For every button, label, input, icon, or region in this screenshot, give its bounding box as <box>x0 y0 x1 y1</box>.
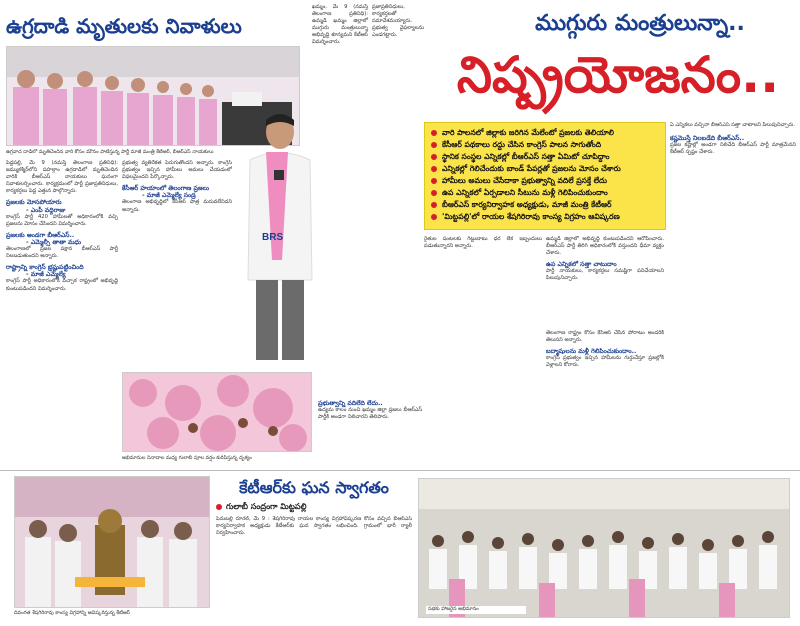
left-headline: ఉగ్రదాడి మృతులకు నివాళులు <box>6 14 242 38</box>
bullet-item: స్థానిక సంస్థల ఎన్నికల్లో బీఆర్ఎస్ సత్తా ఏమిటో చూపిద్దాం <box>431 152 659 162</box>
bottom-body <box>216 516 412 616</box>
left-column-1 <box>6 160 118 460</box>
bullet-item: 'మిట్టపల్లి'లో రాయల శేషగిరిరావు కాంస్య విగ్రహం ఆవిష్కరణ <box>431 212 659 222</box>
bullet-item: ఉప ఎన్నికలో ఏర్పడాలని సీటును మళ్లీ గెలిపించుకుందాం <box>431 188 659 198</box>
left-sub-3: రాష్ట్రాన్ని కాంగ్రెస్ భ్రష్టుపట్టించింది <box>6 264 84 272</box>
left-col2-text: ప్రభుత్వ వ్యతిరేకత పెరుగుతోందని అన్నారు. కాంగ్రెస్ ప్రభుత్వం ఇచ్చిన హామీలు అమలు చేయడంలో విఫలమైందని పేర్కొన్నారు. <box>122 160 232 181</box>
main-headline-small: ముగ్గురు మంత్రులున్నా.. <box>535 11 745 36</box>
statue-unveil-photo <box>14 476 210 608</box>
main-col-3-text: పార్టీ నాయకులు, కార్యకర్తలు సమష్టిగా పనిచేయాలని పిలుపునిచ్చారు. <box>546 268 664 282</box>
left-sub-1: ప్రజలకు మోసపోయారు <box>6 199 62 207</box>
bottom-subheadline-text: గులాబీ సంద్రంగా మిట్టపల్లి <box>226 502 307 511</box>
brs-badge-text: BRS <box>262 232 284 243</box>
left-photo-caption: ఉగ్రవాద దాడిలో మృతిచెందిన వారి కోసం మౌనం పాటిస్తున్న పార్టీ మాజీ మంత్రి కేటీఆర్, బీఆర్ఎస్ నాయకులు <box>6 149 214 155</box>
bullet-dot-icon <box>431 130 437 136</box>
bullet-dot-icon <box>216 504 222 510</box>
bottom-subheadline <box>216 502 412 512</box>
bullet-dot-icon <box>431 142 437 148</box>
main-col-4-text: తెలంగాణ రాష్ట్రం కోసం కేసీఆర్ చేసిన పోరాటం అందరికీ తెలుసని అన్నారు. <box>546 330 664 344</box>
bullet-item: ఎన్నికల్లో గెలిచేందుకు బాండ్ పేపర్లతో ప్రజలను మోసం చేశారు <box>431 164 659 174</box>
main-sub-c: కష్టమొస్తే నిలబడేది బీఆర్ఎస్.. <box>670 135 745 143</box>
main-headline-big: నిష్ప్రయోజనం.. <box>456 46 780 104</box>
center-sub-1: ప్రభుత్వాన్ని వదిలేది లేదు.. <box>318 400 383 407</box>
bottom-body-text: పెనుబల్లి రూరల్, మే 9 : శేషగిరిరావు రాయల కాంస్య విగ్రహావిష్కరణ కోసం వచ్చిన బీఆర్ఎస్ కార్యనిర్వాహక అధ్యక్షుడు కేటీఆర్‌కు ఘన స్వాగతం లభించింది. గ్రామంలో భారీ ర్యాలీ నిర్వహించారు. <box>216 516 412 537</box>
left-sub-1b: - ఎంపీ వద్దిరాజు <box>26 206 66 214</box>
main-column-1 <box>424 236 542 464</box>
bullet-dot-icon <box>431 202 437 208</box>
bullet-dot-icon <box>431 154 437 160</box>
left-body-3: తెలంగాణలో ప్రజల పక్షాన బీఆర్ఎస్ పార్టీ నిలబడుతుందని అన్నారు. <box>6 246 118 260</box>
left-body-1: పెద్దపల్లి, మే 9 (నమస్తే తెలంగాణ ప్రతినిధి): జమ్ముకశ్మీర్‌లోని పహల్గాం ఉగ్రదాడిలో మృతిచెందిన వారికి బీఆర్ఎస్ నాయకులు ఘనంగా నివాళులర్పించారు. కార్యక్రమంలో పార్టీ ప్రజాప్రతినిధులు, కార్యకర్తలు పెద్ద ఎత్తున పాల్గొన్నారు. <box>6 160 118 195</box>
pink-crowd-photo <box>122 372 312 452</box>
bullet-item: కేసీఆర్ పథకాలు రద్దు చేసిన కాంగ్రెస్ పాలన సాగుతోంది <box>431 140 659 150</box>
meeting-crowd-photo <box>418 478 790 618</box>
center-col-b-text: ప్రజాప్రతినిధులు, కార్యకర్తలతో సమావేశమయ్యారు. ప్రభుత్వ వైఫల్యాలను ఎండగట్టారు. <box>372 4 424 39</box>
main-col-5-text: కాంగ్రెస్ ప్రభుత్వం ఇచ్చిన హామీలను గుర్తుచేస్తూ ప్రజల్లోకి వెళ్లాలని కోరారు. <box>546 355 664 369</box>
bottom-headline: కేటీఆర్‌కు ఘన స్వాగతం <box>239 478 389 497</box>
main-column-3 <box>546 330 664 464</box>
left-body-2: కాంగ్రెస్ పార్టీ 420 హామీలతో అధికారంలోకి వచ్చి ప్రజలను మోసం చేసిందని విమర్శించారు. <box>6 213 118 227</box>
center-col-c-text: ఉద్యమ కాలం నుంచి ఖమ్మం జిల్లా ప్రజలు బీఆర్ఎస్ పార్టీకి అండగా నిలిచారని తెలిపారు. <box>318 407 422 421</box>
main-col-6-text: ఏ ఎన్నికలు వచ్చినా బీఆర్ఎస్ సత్తా చాటాలని పిలుపునిచ్చారు. <box>670 122 795 128</box>
left-body-4: కాంగ్రెస్ పార్టీ అధికారంలోకి వచ్చాక రాష్ట్రంలో అభివృద్ధి కుంటుపడిందని విమర్శించారు. <box>6 278 118 292</box>
bottom-right-caption: సభకు హాజరైన అభిమానం <box>426 606 526 614</box>
left-column-2 <box>122 160 232 370</box>
center-photo-caption: అభిమానుల నినాదాల మధ్య గులాబీ పూల వర్షం కురిపిస్తున్న దృశ్యం <box>122 455 252 461</box>
left-sub-3b: - మాజీ ఎమ్మెల్యే <box>26 271 66 279</box>
main-sub-b: బద్మాషులను మళ్లీ గెలిపించుకుందాం.. <box>546 348 637 356</box>
main-col-2-text: ఉమ్మడి జిల్లాలో అభివృద్ధి కుంటుపడిందని ఆరోపించారు. బీఆర్ఎస్ పార్టీ తిరిగి అధికారంలోకి వస్తుందని ధీమా వ్యక్తం చేశారు. <box>546 236 664 257</box>
left-sub-2b: - ఎమ్మెల్సీ తాతా మధు <box>26 238 82 246</box>
bullet-dot-icon <box>431 178 437 184</box>
ktr-portrait <box>236 90 316 370</box>
bottom-divider <box>0 470 800 471</box>
main-col-7-text: ప్రజల కష్టాల్లో అండగా నిలిచేది బీఆర్ఎస్ పార్టీ మాత్రమేనని కేటీఆర్ స్పష్టం చేశారు. <box>670 142 796 156</box>
center-column-a <box>312 4 368 364</box>
bullet-dot-icon <box>431 214 437 220</box>
main-column-4 <box>670 122 796 464</box>
main-col-1-text: రైతుల పంటలకు గిట్టుబాటు ధర లేక ఇబ్బందులు పడుతున్నారని అన్నారు. <box>424 236 542 250</box>
left-sub-4b: - మాజీ ఎమ్మెల్యే సండ్ర <box>142 192 196 200</box>
center-col-a-text: ఖమ్మం, మే 9 (నమస్తే తెలంగాణ ప్రతినిధి): ఉమ్మడి ఖమ్మం జిల్లాలో ముగ్గురు మంత్రులున్నా అభివృద్ధి శూన్యమని కేటీఆర్ విమర్శించారు. <box>312 4 368 46</box>
left-sub-2: ప్రజలకు అండగా బీఆర్ఎస్.. <box>6 231 75 239</box>
bullet-item: బీఆర్ఎస్ కార్యనిర్వాహక అధ్యక్షుడు, మాజీ మంత్రి కేటీఆర్ <box>431 200 659 210</box>
bullet-dot-icon <box>431 166 437 172</box>
bullet-item: వారి పాలనలో జిల్లాకు జరిగిన మేలేంటో ప్రజలకు తెలియాలి <box>431 128 659 138</box>
center-column-b <box>372 4 424 364</box>
bullet-item: హామీలు అమలు చేసేదాకా ప్రభుత్వాన్ని వదిలే ప్రసక్తే లేదు <box>431 176 659 186</box>
center-column-c <box>318 400 422 470</box>
bullet-dot-icon <box>431 190 437 196</box>
bottom-left-caption: దివంగత శేషగిరిరావు కాంస్య విగ్రహాన్ని ఆవిష్కరిస్తున్న కేటీఆర్ <box>14 610 130 616</box>
bullet-box <box>424 122 666 230</box>
left-col2-text-b: తెలంగాణ అభివృద్ధిలో కేసీఆర్ పాత్ర మరువలేనిదని అన్నారు. <box>122 199 232 213</box>
main-sub-a: ఉప ఎన్నికలో సత్తా చాటుదాం <box>546 261 617 269</box>
left-sub-4: కేసీఆర్ హయాంలో తెలంగాణ ప్రజలు <box>122 185 210 193</box>
